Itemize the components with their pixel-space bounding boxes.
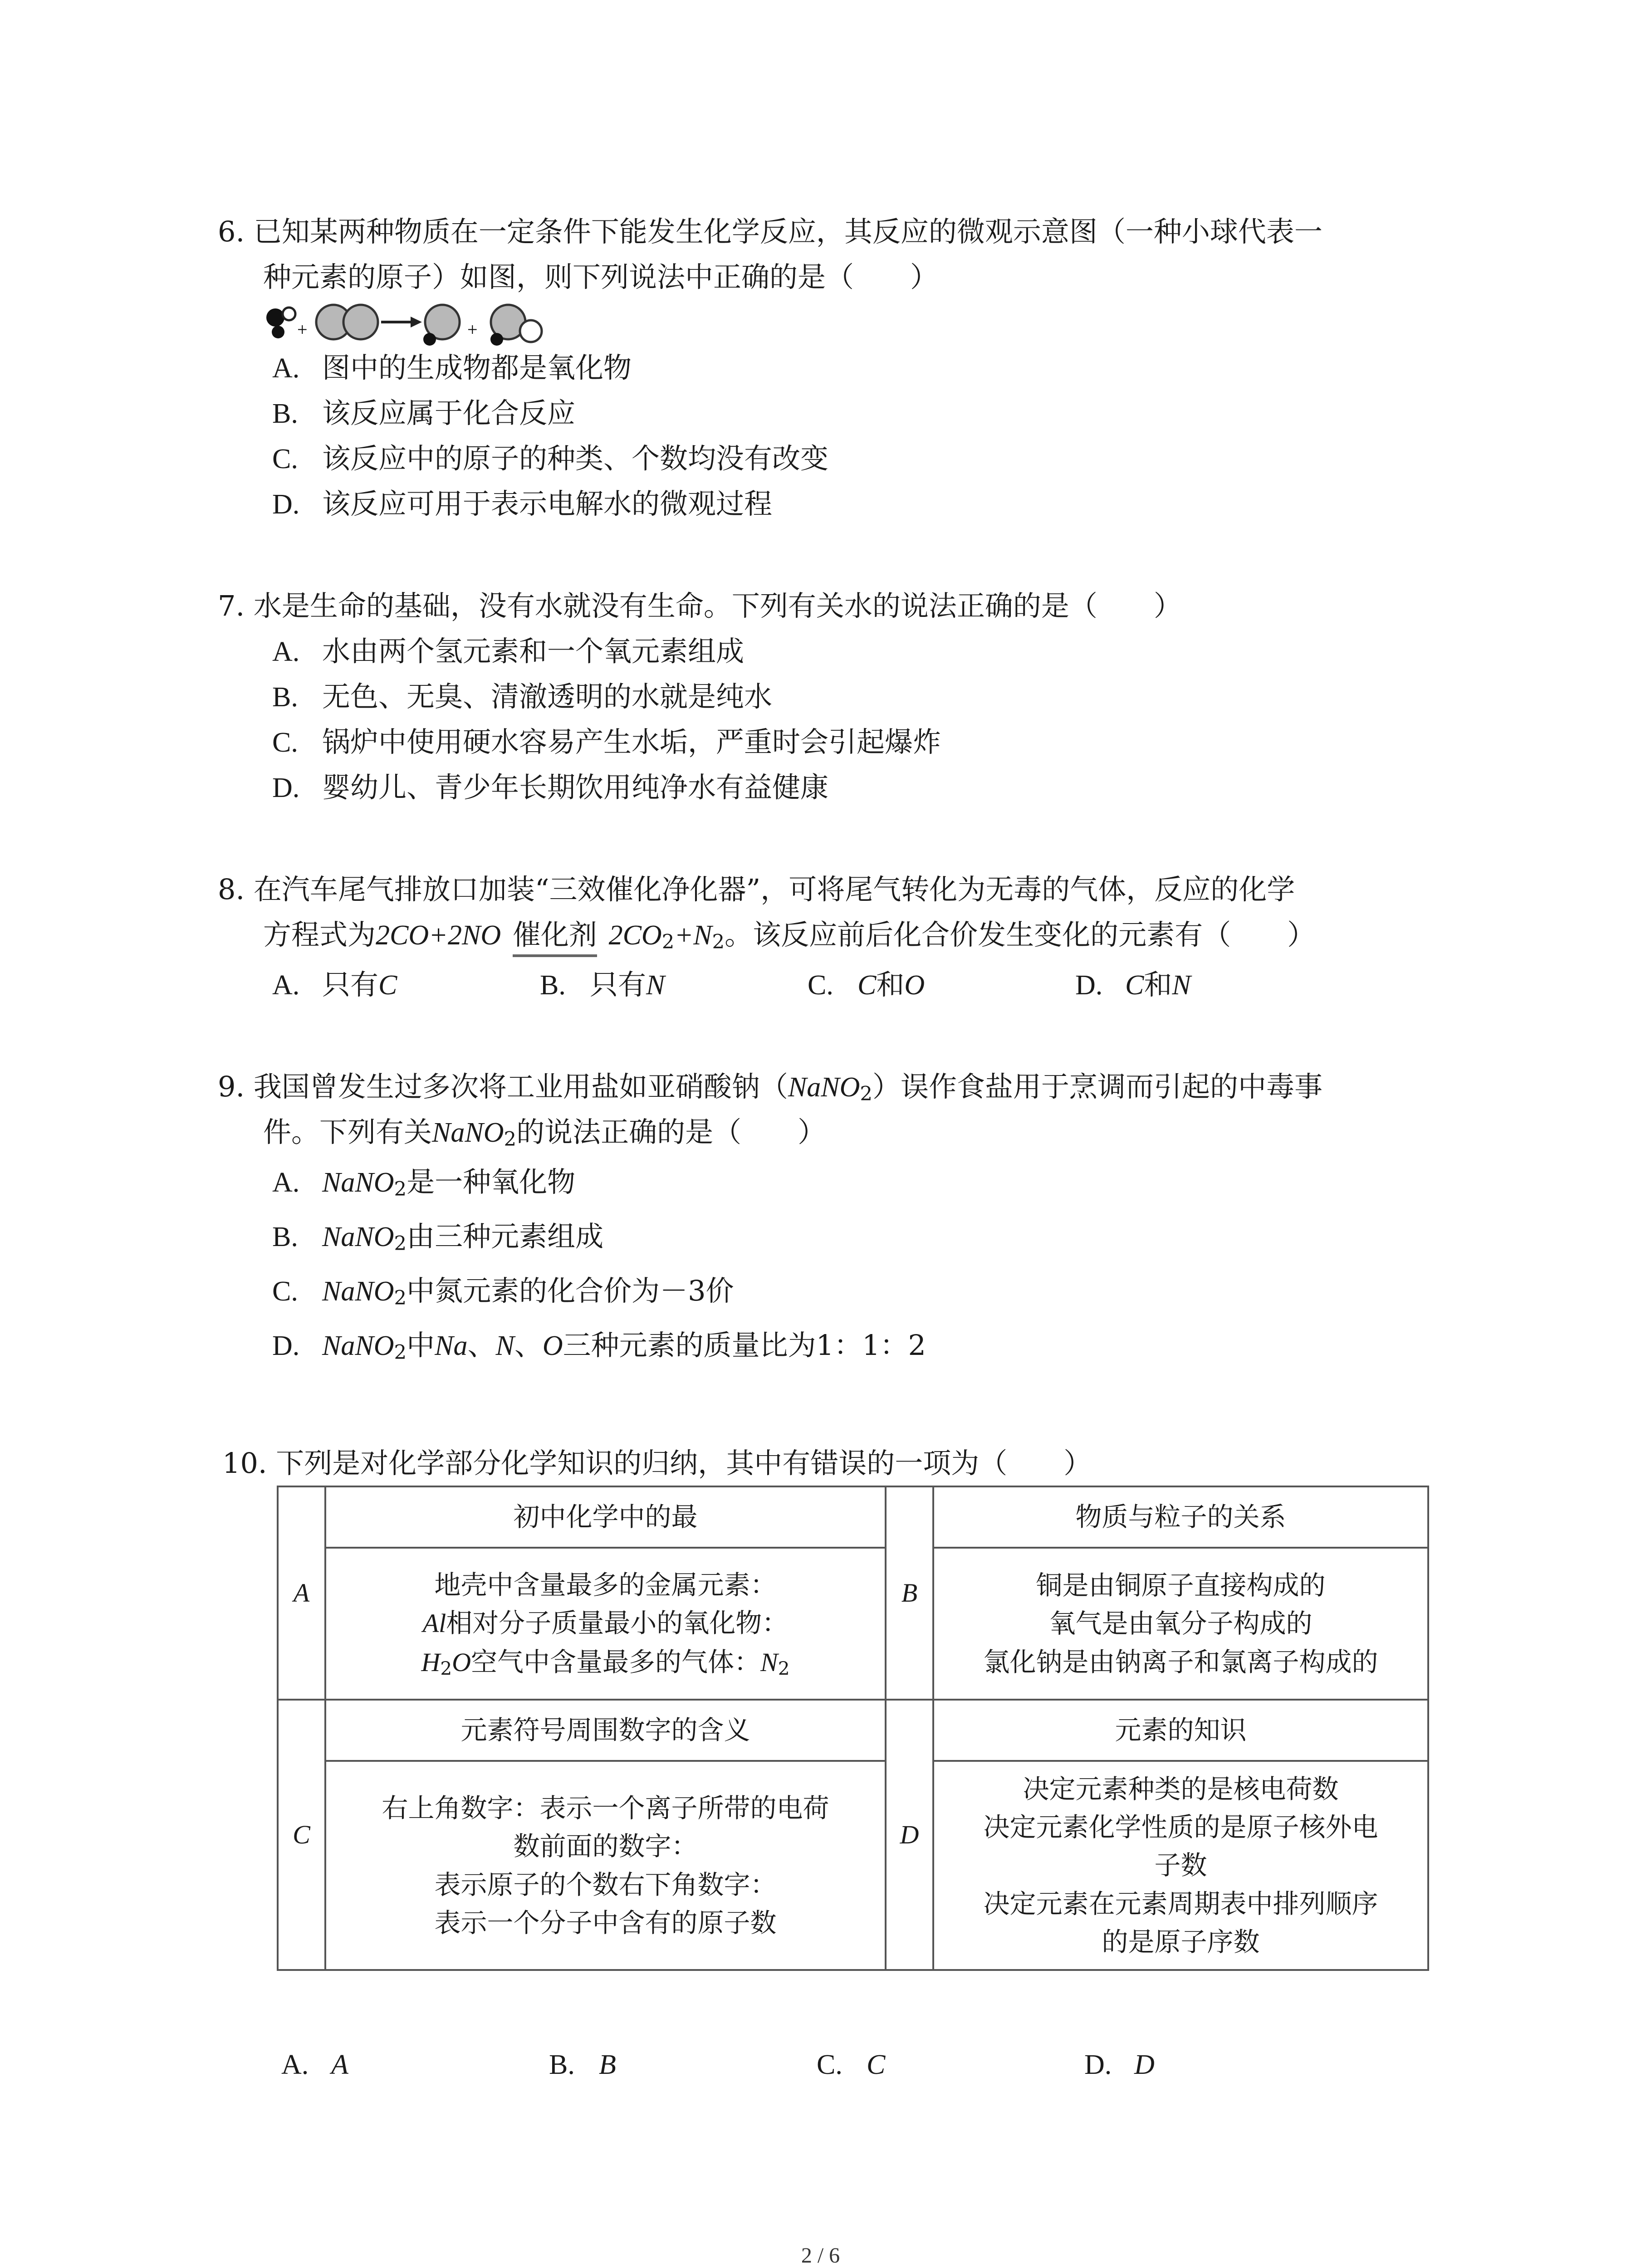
question-10-stem: 10. 下列是对化学部分化学知识的归纳，其中有错误的一项为（ ） [222,1447,1092,1480]
molecule-product-1 [423,305,460,346]
question-8-option-b[interactable]: B. 只有N [540,968,665,1001]
question-6-stem-line1: 6. 已知某两种物质在一定条件下能发生化学反应，其反应的微观示意图（一种小球代表一 [218,215,1323,248]
question-6-option-b[interactable]: B. 该反应属于化合反应 [272,396,576,430]
question-6-option-c[interactable]: C. 该反应中的原子的种类、个数均没有改变 [272,442,829,475]
question-7-stem: 7. 水是生命的基础，没有水就没有生命。下列有关水的说法正确的是（ ） [218,589,1182,622]
catalyst-condition: 催化剂 [513,921,597,949]
cell-d-content: 决定元素种类的是核电荷数 决定元素化学性质的是原子核外电 子数 决定元素在元素周期表中排列顺序 的是原子序数 [983,1774,1378,1957]
equation-left: 2CO+2NO [376,920,501,951]
molecule-reactant-1 [266,308,295,338]
question-10-option-c[interactable]: C. C [817,2049,886,2080]
question-9-option-a[interactable]: A. NaNO$_2$是一种氧化物 [272,1165,576,1201]
cell-a-letter: A [293,1578,310,1608]
knowledge-table [277,1486,1429,1971]
equation-bar [513,954,597,957]
cell-b-heading: 物质与粒子的关系 [1075,1501,1286,1533]
question-6-stem-line2: 种元素的原子）如图，则下列说法中正确的是（ ） [263,260,939,293]
molecule-product-2 [490,305,542,346]
cell-b-content: 铜是由铜原子直接构成的 氧气是由氧分子构成的 氯化钠是由钠离子和氯离子构成的 [983,1570,1378,1677]
question-8-option-a[interactable]: A. 只有C [272,968,397,1001]
cell-d-letter: D [900,1819,919,1849]
plus-sign-1: + [297,319,308,340]
question-7-option-c[interactable]: C. 锅炉中使用硬水容易产生水垢，严重时会引起爆炸 [272,725,941,758]
cell-c-letter: C [293,1819,310,1849]
question-9-option-c[interactable]: C. NaNO$_2$中氮元素的化合价为－3价 [272,1274,734,1310]
question-7-option-a[interactable]: A. 水由两个氢元素和一个氧元素组成 [272,635,745,668]
reaction-diagram [265,304,674,358]
question-8-option-c[interactable]: C. C和O [808,968,925,1001]
question-9-option-d[interactable]: D. NaNO$_2$中Na、N、O三种元素的质量比为1：1：2 [272,1329,926,1364]
question-8-option-d[interactable]: D. C和N [1075,968,1191,1001]
question-7-option-d[interactable]: D. 婴幼儿、青少年长期饮用纯净水有益健康 [272,771,829,804]
question-9-option-b[interactable]: B. NaNO$_2$由三种元素组成 [272,1220,604,1255]
page-number: 2 / 6 [801,2244,840,2268]
cell-a-content: 地壳中含量最多的金属元素： Al相对分子质量最小的氧化物： $H_2O$空气中含量最多的气体：$N_2$ [421,1569,790,1679]
cell-a-heading: 初中化学中的最 [513,1501,698,1533]
question-10-option-a[interactable]: A. A [281,2049,348,2080]
question-8-stem-line2: 方程式为2CO+2NO 催化剂 $2CO_2+N_2$。该反应前后化合价发生变化的元素有（ ） [263,921,1315,949]
question-6-option-d[interactable]: D. 该反应可用于表示电解水的微观过程 [272,487,773,520]
cell-b-letter: B [901,1578,918,1608]
question-9-stem-line2: 件。下列有关NaNO$_2$的说法正确的是（ ） [263,1115,826,1151]
cell-c-heading: 元素符号周围数字的含义 [460,1715,750,1746]
question-7-option-b[interactable]: B. 无色、无臭、清澈透明的水就是纯水 [272,680,773,713]
question-8-stem-line1: 8. 在汽车尾气排放口加装“三效催化净化器”，可将尾气转化为无毒的气体，反应的化学 [218,873,1295,906]
question-6-option-a[interactable]: A. 图中的生成物都是氧化物 [272,351,632,384]
plus-sign-2: + [467,319,478,340]
question-10-option-d[interactable]: D. D [1084,2049,1155,2080]
question-9-stem-line1: 9. 我国曾发生过多次将工业用盐如亚硝酸钠（NaNO$_2$）误作食盐用于烹调而引起的中毒事 [218,1070,1323,1105]
cell-d-heading: 元素的知识 [1115,1715,1247,1746]
cell-c-content: 右上角数字：表示一个离子所带的电荷 数前面的数字： 表示原子的个数右下角数字： 表示一个分子中含有的原子数 [382,1793,829,1938]
question-10-option-b[interactable]: B. B [549,2049,616,2080]
molecule-reactant-2 [316,305,378,339]
reaction-arrow [381,317,422,327]
